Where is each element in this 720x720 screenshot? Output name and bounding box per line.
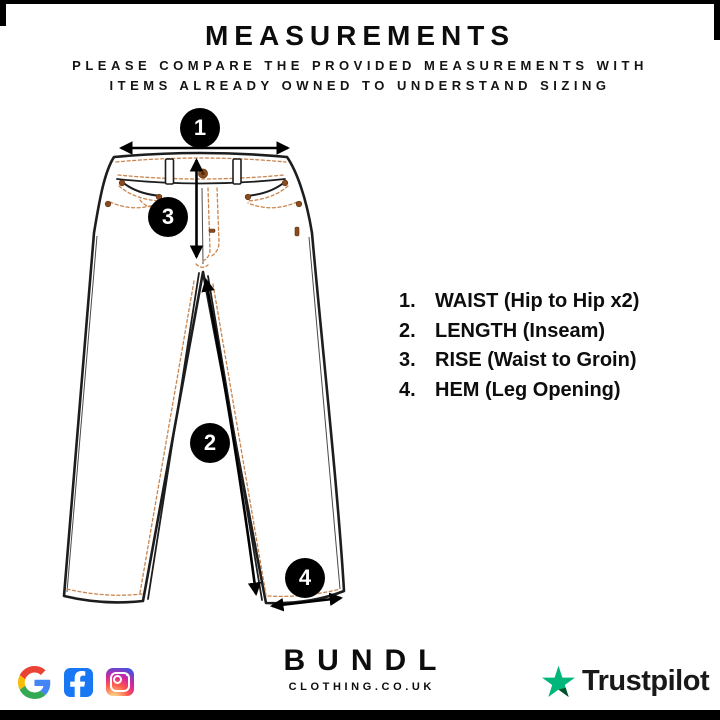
page-title: MEASUREMENTS <box>204 20 515 51</box>
legend-number: 4. <box>399 378 416 401</box>
marker-rise-number: 3 <box>161 204 175 229</box>
legend-item-rise <box>399 346 639 376</box>
measurement-legend <box>399 287 639 405</box>
trustpilot-star-icon <box>542 665 575 698</box>
brand-name: BUNDL <box>283 644 449 677</box>
marker-waist-number: 1 <box>193 115 207 140</box>
marker-length <box>190 423 230 463</box>
trustpilot-wordmark: Trustpilot <box>582 665 710 697</box>
subtitle-line-1: PLEASE COMPARE THE PROVIDED MEASUREMENTS WITH <box>72 58 648 73</box>
trustpilot-logo[interactable] <box>542 665 709 698</box>
marker-rise <box>148 197 188 237</box>
legend-label: LENGTH (Inseam) <box>435 319 606 342</box>
legend-number: 1. <box>399 290 416 312</box>
jeans-outline <box>64 153 344 603</box>
legend-label: HEM (Leg Opening) <box>435 378 621 401</box>
subtitle-line-2: ITEMS ALREADY OWNED TO UNDERSTAND SIZING <box>109 78 611 93</box>
bottom-border <box>0 710 720 720</box>
marker-length-number: 2 <box>203 430 217 455</box>
legend-number: 2. <box>399 319 416 342</box>
marker-hem-number: 4 <box>298 565 312 590</box>
legend-number: 3. <box>399 349 416 371</box>
legend-label: WAIST (Hip to Hip x2) <box>435 290 640 312</box>
marker-hem <box>285 558 325 598</box>
marker-waist <box>180 108 220 148</box>
legend-label: RISE (Waist to Groin) <box>435 349 637 371</box>
legend-item-hem <box>399 376 639 406</box>
legend-item-length <box>399 317 639 347</box>
brand-domain: CLOTHING.CO.UK <box>288 681 435 693</box>
legend-item-waist <box>399 287 639 317</box>
